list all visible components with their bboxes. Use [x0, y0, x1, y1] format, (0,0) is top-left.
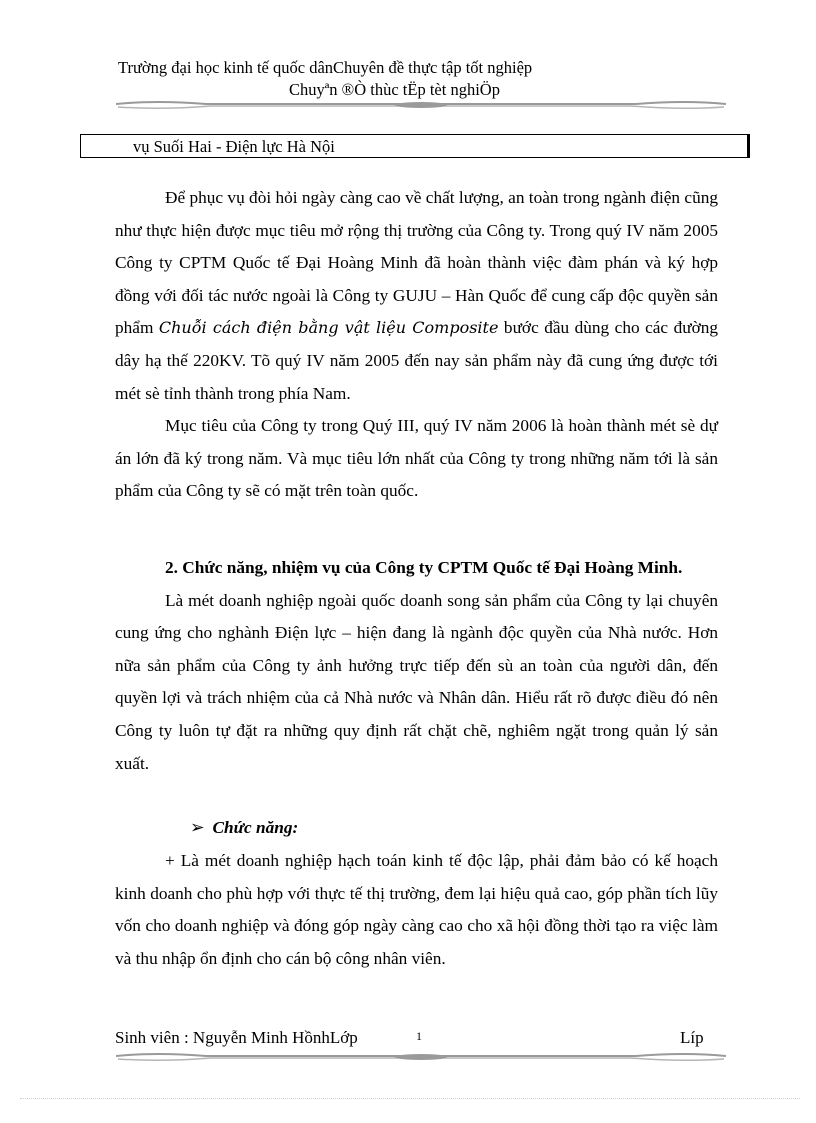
arrow-bullet-icon: ➢	[190, 818, 205, 837]
paragraph-market-part1: Để phục vụ đòi hỏi ngày càng cao về chất lượng, an toàn trong ngành điện cũng như thực hiện được mục tiêu mở rộng thị trường của Công ty. Trong quý IV năm 2005 Công ty CPTM Quốc tế Đại Hoàng Minh đã hoàn thành việc đàm phán và ký hợp đồng với đối tác nước ngoài là Công ty GUJU – Hàn Quốc để cung cấp độc quyền sản phẩm	[115, 188, 718, 338]
footer-ornament-divider	[116, 1050, 726, 1064]
paragraph-market-part2: bước đầu dùng cho các đường dây hạ thế 220KV. Tõ quý IV năm 2005 đến nay sản phẩm này đã cung ứng được tới mét sè tỉnh thành trong phía Nam.	[115, 318, 719, 403]
header-title-line: Chuyªn ®Ò thùc tËp tèt nghiÖp	[289, 80, 500, 99]
boxed-text: vụ Suối Hai - Điện lực Hà Nội	[133, 137, 335, 156]
footer-student: Sinh viên : Nguyễn Minh HồnhLớp	[115, 1028, 358, 1047]
paragraph-business-context: Là mét doanh nghiệp ngoài quốc doanh song sản phẩm của Công ty lại chuyên cung ứng cho nghành Điện lực – hiện đang là ngành độc quyền của Nhà nước. Hơn nữa sản phẩm của Công ty ảnh hưởng trực tiếp đến sù an toàn của người dân, đến quyền lợi và trách nhiệm của cả Nhà nước và Nhân dân. Hiểu rất rõ được điều đó nên Công ty luôn tự đặt ra những quy định rất chặt chẽ, nghiêm ngặt trong quản lý sản xuất.	[115, 590, 718, 773]
paragraph-company-goals: Mục tiêu của Công ty trong Quý III, quý IV năm 2006 là hoàn thành mét sè dự án lớn đã ký trong năm. Và mục tiêu lớn nhất của Công ty trong những năm tới là sản phẩm của Công ty sẽ có mặt trên toàn quốc.	[115, 416, 718, 501]
intro-section	[115, 182, 718, 508]
footer-class: Líp	[680, 1028, 704, 1047]
bullet-functions-label: Chức năng:	[212, 818, 299, 837]
functions-section	[115, 552, 718, 780]
header-ornament-divider	[116, 98, 726, 112]
paragraph-function-1: + Là mét doanh nghiệp hạch toán kinh tế độc lập, phải đảm bảo có kế hoạch kinh doanh cho phù hợp với thực tế thị trường, đem lại hiệu quả cao, góp phần tích lũy vốn cho doanh nghiệp và đóng góp ngày càng cao cho xã hội đồng thời tạo ra việc làm và thu nhập ổn định cho cán bộ công nhân viên.	[115, 851, 718, 968]
section-heading: 2. Chức năng, nhiệm vụ của Công ty CPTM Quốc tế Đại Hoàng Minh.	[165, 558, 683, 577]
page-bottom-dotted-rule	[20, 1098, 800, 1099]
header-university-line: Trường đại học kinh tế quốc dânChuyên đề thực tập tốt nghiệp	[118, 58, 533, 77]
boxed-text-frame	[80, 134, 750, 158]
functions-detail	[115, 845, 718, 975]
footer-page-number: 1	[416, 1029, 422, 1043]
product-name-italic: Chuỗi cách điện bằng vật liệu Composite	[158, 318, 499, 338]
bullet-functions	[190, 818, 298, 838]
paragraph-market-expansion	[115, 182, 718, 410]
